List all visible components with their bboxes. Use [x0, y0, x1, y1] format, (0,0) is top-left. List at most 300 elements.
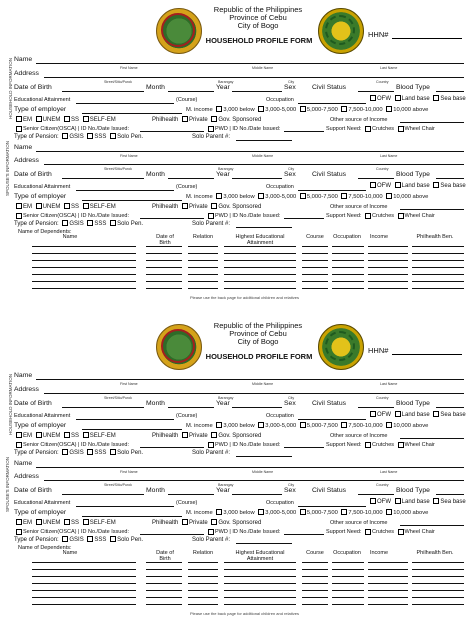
solo-parent-field[interactable]: [236, 456, 292, 457]
income-option-2-checkbox[interactable]: [258, 422, 264, 428]
spouse-pwd-checkbox[interactable]: [208, 213, 214, 219]
dependent-row-5-cell-4[interactable]: [224, 274, 296, 275]
dependent-row-5-cell-8[interactable]: [412, 590, 464, 591]
dependent-row-4-cell-4[interactable]: [224, 267, 296, 268]
dependent-row-6-cell-3[interactable]: [188, 281, 218, 282]
spouse-income-3-checkbox[interactable]: [300, 193, 306, 199]
ofw-label: OFW: [377, 412, 391, 418]
sex-label: Sex: [284, 84, 296, 91]
ofw-checkbox[interactable]: [370, 95, 376, 101]
spouse-wheelchair-checkbox[interactable]: [398, 529, 404, 535]
dependent-row-1-cell-6[interactable]: [332, 562, 364, 563]
spouse-unem-checkbox[interactable]: [36, 203, 42, 209]
dependent-row-4-cell-5[interactable]: [302, 267, 328, 268]
year-label: Year: [216, 84, 230, 91]
occupation-field[interactable]: [298, 103, 366, 104]
dependent-row-7-cell-4[interactable]: [224, 604, 296, 605]
dependent-row-2-cell-3[interactable]: [188, 253, 218, 254]
crutches-checkbox[interactable]: [365, 442, 371, 448]
dependent-row-3-cell-8[interactable]: [412, 576, 464, 577]
dependent-row-3-cell-2[interactable]: [146, 260, 182, 261]
dependent-row-7-cell-8[interactable]: [412, 604, 464, 605]
unem-checkbox[interactable]: [36, 116, 42, 122]
solo-pension-checkbox[interactable]: [110, 133, 116, 139]
spouse-ofw-checkbox[interactable]: [370, 182, 376, 188]
private-checkbox[interactable]: [182, 432, 188, 438]
dependent-row-2-cell-7[interactable]: [368, 569, 408, 570]
spouse-ss-checkbox[interactable]: [64, 203, 70, 209]
spouse-address-label: Address: [14, 473, 39, 480]
spouse-income-2-checkbox[interactable]: [258, 193, 264, 199]
spouse-senior-label: Senior Citizen(OSCA) | ID No./Date Issued:: [23, 213, 129, 219]
year-field[interactable]: [232, 407, 282, 408]
sea-base-checkbox[interactable]: [433, 411, 439, 417]
dependent-row-7-cell-6[interactable]: [332, 604, 364, 605]
spouse-civil-field[interactable]: [358, 178, 394, 179]
dependent-row-1-cell-3[interactable]: [188, 246, 218, 247]
dependent-row-3-cell-3[interactable]: [188, 576, 218, 577]
ofw-checkbox[interactable]: [370, 411, 376, 417]
income-option-1-checkbox[interactable]: [216, 106, 222, 112]
spouse-name-field[interactable]: [36, 467, 464, 468]
hhn-field[interactable]: [392, 354, 462, 355]
dependent-row-7-cell-3[interactable]: [188, 604, 218, 605]
spouse-dob-label: Date of Birth: [14, 171, 52, 178]
dependent-row-1-cell-8[interactable]: [412, 562, 464, 563]
dependent-row-2-cell-8[interactable]: [412, 253, 464, 254]
dependent-row-1-cell-5[interactable]: [302, 562, 328, 563]
spouse-month-field[interactable]: [168, 494, 214, 495]
spouse-wheelchair-label: Wheel Chair: [404, 213, 435, 219]
wheelchair-checkbox[interactable]: [398, 126, 404, 132]
dependent-row-5-cell-8[interactable]: [412, 274, 464, 275]
dependent-row-7-cell-7[interactable]: [368, 604, 408, 605]
spouse-civil-field[interactable]: [358, 494, 394, 495]
dependent-row-2-cell-1[interactable]: [32, 569, 136, 570]
dependent-row-7-cell-5[interactable]: [302, 604, 328, 605]
solo-parent-field[interactable]: [236, 140, 292, 141]
dep-header-income: Income: [369, 234, 389, 240]
income-option-2-checkbox[interactable]: [258, 106, 264, 112]
senior-citizen-label: Senior Citizen(OSCA) | ID No./Date Issued:: [23, 442, 129, 448]
dependent-row-2-cell-6[interactable]: [332, 253, 364, 254]
dependent-row-4-cell-7[interactable]: [368, 267, 408, 268]
income-option-5-checkbox[interactable]: [386, 422, 392, 428]
pension-label: Type of Pension:: [14, 134, 59, 140]
spouse-educ-field[interactable]: [76, 506, 174, 507]
dependent-row-5-cell-1[interactable]: [32, 274, 136, 275]
income-option-3: 5,000-7,500: [306, 107, 338, 113]
dependent-row-2-cell-5[interactable]: [302, 253, 328, 254]
dependent-row-5-cell-6[interactable]: [332, 274, 364, 275]
income-option-5: 10,000 above: [393, 107, 429, 113]
dependent-row-5-cell-2[interactable]: [146, 274, 182, 275]
pwd-id-field[interactable]: [284, 447, 324, 448]
other-income-field[interactable]: [400, 122, 464, 123]
dependent-row-2-cell-8[interactable]: [412, 569, 464, 570]
dependent-row-6-cell-6[interactable]: [332, 281, 364, 282]
spouse-gsis-checkbox[interactable]: [62, 220, 68, 226]
spouse-senior-id-field[interactable]: [140, 218, 204, 219]
income-option-3: 5,000-7,500: [306, 423, 338, 429]
spouse-income-4-checkbox[interactable]: [341, 193, 347, 199]
spouse-income-1-checkbox[interactable]: [216, 193, 222, 199]
dependent-row-7-cell-1[interactable]: [32, 604, 136, 605]
hhn-field[interactable]: [392, 38, 462, 39]
spouse-senior-label: Senior Citizen(OSCA) | ID No./Date Issued:: [23, 529, 129, 535]
spouse-dob-field[interactable]: [62, 178, 144, 179]
spouse-ss-checkbox[interactable]: [64, 519, 70, 525]
dependent-row-3-cell-1[interactable]: [32, 260, 136, 261]
spouse-sss-label: SSS: [94, 537, 107, 543]
civil-status-label: Civil Status: [312, 84, 346, 91]
dependent-row-5-cell-2[interactable]: [146, 590, 182, 591]
spouse-private-checkbox[interactable]: [182, 203, 188, 209]
dependent-row-4-cell-6[interactable]: [332, 267, 364, 268]
dependent-row-5-cell-5[interactable]: [302, 590, 328, 591]
spouse-senior-checkbox[interactable]: [16, 213, 22, 219]
dependent-row-2-cell-2[interactable]: [146, 253, 182, 254]
spouse-sss-label: SSS: [94, 221, 107, 227]
dependent-row-4-cell-1[interactable]: [32, 583, 136, 584]
dependent-row-7-cell-8[interactable]: [412, 288, 464, 289]
dependent-row-2-cell-5[interactable]: [302, 569, 328, 570]
spouse-sea-checkbox[interactable]: [433, 498, 439, 504]
spouse-income-4-checkbox[interactable]: [341, 509, 347, 515]
dependent-row-7-cell-7[interactable]: [368, 288, 408, 289]
income-option-1-checkbox[interactable]: [216, 422, 222, 428]
dep-header-dob: Date of Birth: [156, 234, 174, 246]
dependent-row-6-cell-8[interactable]: [412, 597, 464, 598]
spouse-land-checkbox[interactable]: [395, 498, 401, 504]
income-option-4-checkbox[interactable]: [341, 422, 347, 428]
income-option-4-checkbox[interactable]: [341, 106, 347, 112]
self-em-checkbox[interactable]: [83, 116, 89, 122]
dep-header-education: Highest Educational Attainment: [235, 234, 285, 246]
spouse-other-income-label: Other source of Income: [330, 204, 388, 210]
spouse-senior-id-field[interactable]: [140, 534, 204, 535]
spouse-sss-checkbox[interactable]: [87, 536, 93, 542]
dep-header-income: Income: [369, 550, 389, 556]
occupation-field[interactable]: [298, 419, 366, 420]
senior-id-field[interactable]: [140, 131, 204, 132]
land-base-checkbox[interactable]: [395, 411, 401, 417]
private-label: Private: [189, 433, 208, 439]
employer-field[interactable]: [82, 429, 182, 430]
dependents-label: Name of Dependents:: [18, 545, 72, 551]
name-field[interactable]: [36, 379, 464, 380]
dependent-row-6-cell-1[interactable]: [32, 281, 136, 282]
dependent-row-2-cell-2[interactable]: [146, 569, 182, 570]
form-title: HOUSEHOLD PROFILE FORM: [205, 352, 313, 361]
private-checkbox[interactable]: [182, 116, 188, 122]
dependent-row-1-cell-4[interactable]: [224, 246, 296, 247]
spouse-income-5-checkbox[interactable]: [386, 193, 392, 199]
dep-header-occupation: Occupation: [333, 550, 361, 556]
spouse-sss-checkbox[interactable]: [87, 220, 93, 226]
spouse-income-3-checkbox[interactable]: [300, 509, 306, 515]
self-em-checkbox[interactable]: [83, 432, 89, 438]
income-option-3-checkbox[interactable]: [300, 106, 306, 112]
spouse-solo-parent-field[interactable]: [236, 227, 292, 228]
dependent-row-4-cell-8[interactable]: [412, 583, 464, 584]
spouse-blood-field[interactable]: [436, 494, 464, 495]
dependent-row-1-cell-2[interactable]: [146, 246, 182, 247]
footnote: Please use the back page for additional children and relatives: [190, 295, 299, 300]
spouse-selfem-checkbox[interactable]: [83, 519, 89, 525]
dependent-row-1-cell-8[interactable]: [412, 246, 464, 247]
dependent-row-3-cell-7[interactable]: [368, 260, 408, 261]
senior-citizen-checkbox[interactable]: [16, 442, 22, 448]
dependent-row-4-cell-3[interactable]: [188, 583, 218, 584]
city-seal-logo: [156, 324, 202, 370]
gov-sponsored-checkbox[interactable]: [211, 432, 217, 438]
year-field[interactable]: [232, 91, 282, 92]
spouse-employer-field[interactable]: [82, 200, 182, 201]
dependent-row-5-cell-7[interactable]: [368, 274, 408, 275]
spouse-sea-checkbox[interactable]: [433, 182, 439, 188]
sea-base-checkbox[interactable]: [433, 95, 439, 101]
dependent-row-7-cell-2[interactable]: [146, 604, 182, 605]
educ-field[interactable]: [76, 419, 174, 420]
spouse-income-1-checkbox[interactable]: [216, 509, 222, 515]
ss-checkbox[interactable]: [64, 116, 70, 122]
dependent-row-6-cell-5[interactable]: [302, 597, 328, 598]
spouse-solo-parent-field[interactable]: [236, 543, 292, 544]
dependent-row-1-cell-6[interactable]: [332, 246, 364, 247]
dependent-row-6-cell-5[interactable]: [302, 281, 328, 282]
dependent-row-6-cell-2[interactable]: [146, 597, 182, 598]
dob-field[interactable]: [62, 91, 144, 92]
dependent-row-3-cell-5[interactable]: [302, 260, 328, 261]
dependent-row-3-cell-5[interactable]: [302, 576, 328, 577]
dependent-row-4-cell-8[interactable]: [412, 267, 464, 268]
spouse-occupation-field[interactable]: [298, 506, 366, 507]
spouse-income-2: 3,000-5,000: [265, 194, 297, 200]
spouse-em-checkbox[interactable]: [16, 203, 22, 209]
dependent-row-5-cell-7[interactable]: [368, 590, 408, 591]
land-base-checkbox[interactable]: [395, 95, 401, 101]
unem-checkbox[interactable]: [36, 432, 42, 438]
month-field[interactable]: [168, 91, 214, 92]
dependent-row-4-cell-5[interactable]: [302, 583, 328, 584]
income-option-5-checkbox[interactable]: [386, 106, 392, 112]
dependent-row-7-cell-4[interactable]: [224, 288, 296, 289]
dependent-row-6-cell-8[interactable]: [412, 281, 464, 282]
dependent-row-1-cell-1[interactable]: [32, 562, 136, 563]
spouse-land-checkbox[interactable]: [395, 182, 401, 188]
household-profile-form-1: [0, 6, 474, 312]
dependent-row-6-cell-1[interactable]: [32, 597, 136, 598]
spouse-pwd-checkbox[interactable]: [208, 529, 214, 535]
spouse-year-label: Year: [216, 171, 230, 178]
dependent-row-6-cell-2[interactable]: [146, 281, 182, 282]
dependent-row-3-cell-7[interactable]: [368, 576, 408, 577]
spouse-unem-label: UNEM: [42, 204, 61, 210]
dependent-row-3-cell-6[interactable]: [332, 260, 364, 261]
spouse-income-2-checkbox[interactable]: [258, 509, 264, 515]
dependent-row-7-cell-6[interactable]: [332, 288, 364, 289]
dependent-row-3-cell-1[interactable]: [32, 576, 136, 577]
spouse-name-field[interactable]: [36, 151, 464, 152]
wheelchair-checkbox[interactable]: [398, 442, 404, 448]
pwd-id-field[interactable]: [284, 131, 324, 132]
spouse-employer-field[interactable]: [82, 516, 182, 517]
ofw-label: OFW: [377, 96, 391, 102]
dependent-row-4-cell-2[interactable]: [146, 267, 182, 268]
spouse-pwd-id-field[interactable]: [284, 218, 324, 219]
dependent-row-3-cell-4[interactable]: [224, 260, 296, 261]
dependent-row-4-cell-2[interactable]: [146, 583, 182, 584]
ss-checkbox[interactable]: [64, 432, 70, 438]
month-label: Month: [146, 400, 165, 407]
spouse-solo-checkbox[interactable]: [110, 536, 116, 542]
spouse-selfem-checkbox[interactable]: [83, 203, 89, 209]
dependent-row-1-cell-4[interactable]: [224, 562, 296, 563]
senior-id-field[interactable]: [140, 447, 204, 448]
dependent-row-7-cell-3[interactable]: [188, 288, 218, 289]
spouse-month-field[interactable]: [168, 178, 214, 179]
civil-status-field[interactable]: [358, 91, 394, 92]
dependent-row-6-cell-7[interactable]: [368, 281, 408, 282]
civil-status-field[interactable]: [358, 407, 394, 408]
spouse-educ-field[interactable]: [76, 190, 174, 191]
crutches-checkbox[interactable]: [365, 126, 371, 132]
dependent-row-5-cell-5[interactable]: [302, 274, 328, 275]
educ-field[interactable]: [76, 103, 174, 104]
dependent-row-5-cell-3[interactable]: [188, 590, 218, 591]
dependent-row-4-cell-4[interactable]: [224, 583, 296, 584]
spouse-senior-checkbox[interactable]: [16, 529, 22, 535]
spouse-gsis-checkbox[interactable]: [62, 536, 68, 542]
solo-parent-label: Solo Parent #:: [192, 134, 231, 140]
spouse-crutches-checkbox[interactable]: [365, 529, 371, 535]
spouse-dob-field[interactable]: [62, 494, 144, 495]
em-label: EM: [23, 433, 32, 439]
blood-type-field[interactable]: [436, 91, 464, 92]
self-em-label: SELF-EM: [89, 117, 116, 123]
dependent-row-6-cell-6[interactable]: [332, 597, 364, 598]
dependent-row-4-cell-3[interactable]: [188, 267, 218, 268]
solo-pension-checkbox[interactable]: [110, 449, 116, 455]
spouse-solo-checkbox[interactable]: [110, 220, 116, 226]
dependent-row-3-cell-8[interactable]: [412, 260, 464, 261]
spouse-gsis-label: GSIS: [69, 221, 84, 227]
dependent-row-3-cell-6[interactable]: [332, 576, 364, 577]
spouse-name-label: Name: [14, 460, 33, 467]
other-income-field[interactable]: [400, 438, 464, 439]
dependent-row-2-cell-7[interactable]: [368, 253, 408, 254]
dependent-row-4-cell-1[interactable]: [32, 267, 136, 268]
spouse-unem-checkbox[interactable]: [36, 519, 42, 525]
spouse-other-income-field[interactable]: [400, 525, 464, 526]
spouse-address-label: Address: [14, 157, 39, 164]
sss-label: SSS: [94, 134, 107, 140]
dependent-row-5-cell-4[interactable]: [224, 590, 296, 591]
dependent-row-7-cell-2[interactable]: [146, 288, 182, 289]
dependent-row-6-cell-4[interactable]: [224, 281, 296, 282]
spouse-dob-label: Date of Birth: [14, 487, 52, 494]
gsis-checkbox[interactable]: [62, 449, 68, 455]
dependent-row-5-cell-6[interactable]: [332, 590, 364, 591]
spouse-other-income-label: Other source of Income: [330, 520, 388, 526]
spouse-other-income-field[interactable]: [400, 209, 464, 210]
dependent-row-2-cell-1[interactable]: [32, 253, 136, 254]
gsis-checkbox[interactable]: [62, 133, 68, 139]
spouse-wheelchair-checkbox[interactable]: [398, 213, 404, 219]
spouse-year-field[interactable]: [232, 494, 282, 495]
dependent-row-3-cell-2[interactable]: [146, 576, 182, 577]
month-label: Month: [146, 84, 165, 91]
employer-field[interactable]: [82, 113, 182, 114]
dependent-row-1-cell-3[interactable]: [188, 562, 218, 563]
spouse-crutches-checkbox[interactable]: [365, 213, 371, 219]
dependent-row-2-cell-3[interactable]: [188, 569, 218, 570]
dependent-row-1-cell-7[interactable]: [368, 562, 408, 563]
spouse-em-checkbox[interactable]: [16, 519, 22, 525]
dependent-row-3-cell-3[interactable]: [188, 260, 218, 261]
month-field[interactable]: [168, 407, 214, 408]
spouse-civil-label: Civil Status: [312, 487, 346, 494]
sss-checkbox[interactable]: [87, 133, 93, 139]
spouse-private-checkbox[interactable]: [182, 519, 188, 525]
street-sublabel: Street/Sitio/Purok: [104, 80, 132, 84]
spouse-pwd-id-field[interactable]: [284, 534, 324, 535]
dependent-row-6-cell-7[interactable]: [368, 597, 408, 598]
dependent-row-2-cell-6[interactable]: [332, 569, 364, 570]
dependent-row-1-cell-5[interactable]: [302, 246, 328, 247]
first-name-sublabel: First Name: [120, 66, 138, 70]
spouse-ofw-checkbox[interactable]: [370, 498, 376, 504]
dependent-row-6-cell-3[interactable]: [188, 597, 218, 598]
dependent-row-5-cell-1[interactable]: [32, 590, 136, 591]
dependent-row-1-cell-1[interactable]: [32, 246, 136, 247]
sss-checkbox[interactable]: [87, 449, 93, 455]
dependent-row-7-cell-5[interactable]: [302, 288, 328, 289]
spouse-occupation-field[interactable]: [298, 190, 366, 191]
dependent-row-6-cell-4[interactable]: [224, 597, 296, 598]
spouse-gov-checkbox[interactable]: [211, 519, 217, 525]
spouse-income-5-checkbox[interactable]: [386, 509, 392, 515]
spouse-ofw-label: OFW: [377, 183, 391, 189]
spouse-year-field[interactable]: [232, 178, 282, 179]
dependent-row-3-cell-4[interactable]: [224, 576, 296, 577]
dependent-row-4-cell-6[interactable]: [332, 583, 364, 584]
pwd-checkbox[interactable]: [208, 442, 214, 448]
spouse-barangay-sublabel: Barangay: [218, 167, 234, 171]
senior-citizen-checkbox[interactable]: [16, 126, 22, 132]
dob-field[interactable]: [62, 407, 144, 408]
spouse-blood-field[interactable]: [436, 178, 464, 179]
dependent-row-1-cell-7[interactable]: [368, 246, 408, 247]
spouse-barangay-sublabel: Barangay: [218, 483, 234, 487]
blood-type-field[interactable]: [436, 407, 464, 408]
dependent-row-5-cell-3[interactable]: [188, 274, 218, 275]
dependent-row-2-cell-4[interactable]: [224, 569, 296, 570]
income-option-2: 3,000-5,000: [265, 107, 297, 113]
pwd-checkbox[interactable]: [208, 126, 214, 132]
dependent-row-7-cell-1[interactable]: [32, 288, 136, 289]
dependent-row-1-cell-2[interactable]: [146, 562, 182, 563]
name-field[interactable]: [36, 63, 464, 64]
spouse-gov-checkbox[interactable]: [211, 203, 217, 209]
dependent-row-4-cell-7[interactable]: [368, 583, 408, 584]
em-checkbox[interactable]: [16, 432, 22, 438]
gov-sponsored-checkbox[interactable]: [211, 116, 217, 122]
dependent-row-2-cell-4[interactable]: [224, 253, 296, 254]
em-checkbox[interactable]: [16, 116, 22, 122]
income-option-3-checkbox[interactable]: [300, 422, 306, 428]
